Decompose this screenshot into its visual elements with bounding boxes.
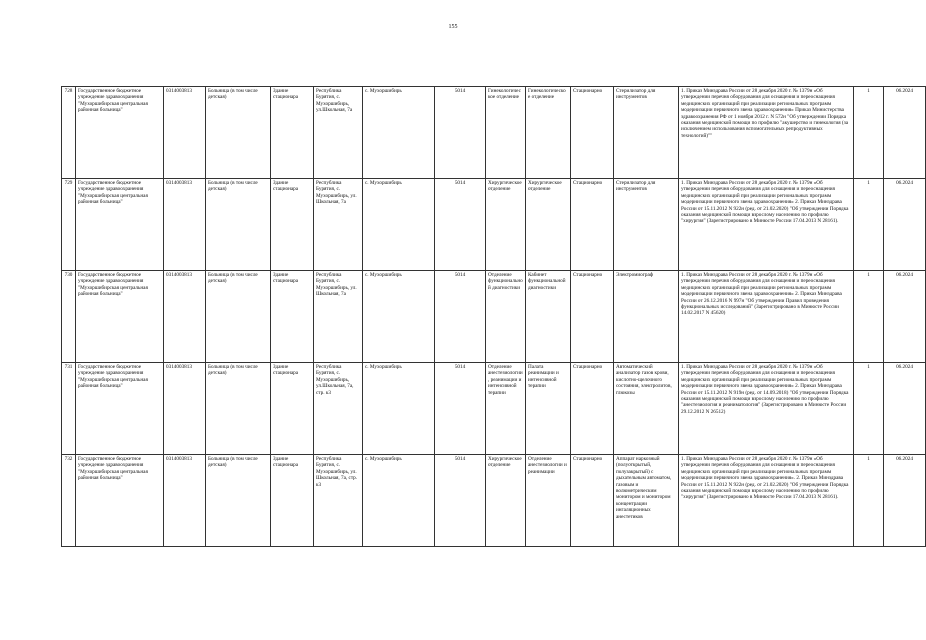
inn-code: 0314003813 — [164, 363, 206, 455]
delivery-date: 06.2024 — [884, 87, 926, 179]
organization-name: Государственное бюджетное учреждение здравоохранения "Мухоршибирская центральная районная больница" — [76, 179, 164, 271]
inn-code: 0314003813 — [164, 455, 206, 547]
locality: с. Мухоршибирь — [363, 179, 435, 271]
address: Республика Бурятия, с. Мухоршибирь, ул. Школьная, 7а — [314, 179, 363, 271]
room: Хирургическое отделение — [526, 179, 571, 271]
department: Гинекологическое отделение — [486, 87, 526, 179]
building-type: Здание стационара — [271, 455, 314, 547]
room: Кабинет функциональной диагностики — [526, 271, 571, 363]
facility-type: Больница (в том числе детская) — [206, 179, 271, 271]
equipment-name: Аппарат наркозный (полуоткрытый, полузакрытый) с дыхательным автоматом, газовым и волюметрическим монитором и монитором концентрации ингаляционных анестетиков — [614, 455, 679, 547]
quantity: 1 — [854, 87, 884, 179]
department: Хирургическое отделение — [486, 179, 526, 271]
row-number: 728 — [62, 87, 76, 179]
legal-basis: 1. Приказ Минздрава России от 28 декабря 2020 г. № 1379н «Об утверждении перечня оборудования для оснащения и переоснащения медицинских организаций при реализации региональных программ модернизации первичного звена здравоохранения» Приказ Министерства здравоохранения РФ от 1 ноября 2012 г. N 572н "Об утверждении Порядка оказания медицинской помощи по профилю "акушерство и гинекология (за исключением использования вспомогательных репродуктивных технологий)"" — [679, 87, 854, 179]
delivery-date: 06.2024 — [884, 179, 926, 271]
delivery-date: 06.2024 — [884, 271, 926, 363]
inn-code: 0314003813 — [164, 271, 206, 363]
department: Хирургическое отделение — [486, 455, 526, 547]
legal-basis: 1. Приказ Минздрава России от 28 декабря 2020 г. № 1379н «Об утверждении перечня оборудования для оснащения и переоснащения медицинских организаций при реализации региональных программ модернизации первичного звена здравоохранения» 2. Приказ Минздрава России от 26.12.2016 N 997н "Об утверждении Правил проведения функциональных исследований" (Зарегистрировано в Минюсте России 14.02.2017 N 45620) — [679, 271, 854, 363]
organization-name: Государственное бюджетное учреждение здравоохранения "Мухоршибирская центральная районная больница" — [76, 363, 164, 455]
organization-name: Государственное бюджетное учреждение здравоохранения "Мухоршибирская центральная районная больница" — [76, 271, 164, 363]
room: Отделение анестезиологии и реанимации — [526, 455, 571, 547]
equipment-name: Стерилизатор для инструментов — [614, 179, 679, 271]
equipment-name: Автоматический анализатор газов крови, кислотно-щелочного состояния, электролитов, глюкозы — [614, 363, 679, 455]
okato-code: 5014 — [435, 179, 486, 271]
table-row — [62, 179, 926, 271]
care-conditions: Стационарно — [571, 179, 614, 271]
room: Гинекологическое отделение — [526, 87, 571, 179]
table-row — [62, 363, 926, 455]
legal-basis: 1. Приказ Минздрава России от 28 декабря 2020 г. № 1379н «Об утверждении перечня оборудования для оснащения и переоснащения медицинских организаций при реализации региональных программ модернизации первичного звена здравоохранения» 2. Приказ Минздрава России от 15.11.2012 N 922н (ред. от 21.02.2020) "Об утверждении Порядка оказания медицинской помощи взрослому населению по профилю "хирургия" (Зарегистрировано в Минюсте России 17.04.2013 N 28161). — [679, 179, 854, 271]
address: Республика Бурятия, с. Мухоршибирь, ул.Школьная, 7а, стр. к3 — [314, 363, 363, 455]
inn-code: 0314003813 — [164, 87, 206, 179]
equipment-name: Электромиограф — [614, 271, 679, 363]
facility-type: Больница (в том числе детская) — [206, 455, 271, 547]
care-conditions: Стационарно — [571, 271, 614, 363]
row-number: 731 — [62, 363, 76, 455]
care-conditions: Стационарно — [571, 363, 614, 455]
row-number: 729 — [62, 179, 76, 271]
equipment-name: Стерилизатор для инструментов — [614, 87, 679, 179]
organization-name: Государственное бюджетное учреждение здравоохранения "Мухоршибирская центральная районная больница" — [76, 87, 164, 179]
address: Республика Бурятия, с. Мухоршибирь, ул. Школьная, 7а — [314, 271, 363, 363]
locality: с. Мухоршибирь — [363, 455, 435, 547]
okato-code: 5014 — [435, 363, 486, 455]
delivery-date: 06.2024 — [884, 363, 926, 455]
quantity: 1 — [854, 179, 884, 271]
address: Республика Бурятия, с. Мухоршибирь, ул.Школьная, 7а — [314, 87, 363, 179]
care-conditions: Стационарно — [571, 455, 614, 547]
facility-type: Больница (в том числе детская) — [206, 271, 271, 363]
building-type: Здание стационара — [271, 363, 314, 455]
equipment-table — [61, 86, 926, 547]
building-type: Здание стационара — [271, 179, 314, 271]
quantity: 1 — [854, 363, 884, 455]
building-type: Здание стационара — [271, 271, 314, 363]
building-type: Здание стационара — [271, 87, 314, 179]
row-number: 732 — [62, 455, 76, 547]
address: Республика Бурятия, с. Мухоршибирь, ул. Школьная, 7а, стр. к3 — [314, 455, 363, 547]
okato-code: 5014 — [435, 455, 486, 547]
locality: с. Мухоршибирь — [363, 363, 435, 455]
okato-code: 5014 — [435, 87, 486, 179]
locality: с. Мухоршибирь — [363, 271, 435, 363]
table-row — [62, 455, 926, 547]
row-number: 730 — [62, 271, 76, 363]
facility-type: Больница (в том числе детская) — [206, 87, 271, 179]
legal-basis: 1. Приказ Минздрава России от 28 декабря 2020 г. № 1379н «Об утверждении перечня оборудования для оснащения и переоснащения медицинских организаций при реализации региональных программ модернизации первичного звена здравоохранения» 2. Приказ Минздрава России от 15.11.2012 N 919н (ред. от 14.09.2018) "Об утверждении Порядка оказания медицинской помощи взрослому населению по профилю "анестезиология и реаниматология" (Зарегистрировано в Минюсте России 29.12.2012 N 26512) — [679, 363, 854, 455]
facility-type: Больница (в том числе детская) — [206, 363, 271, 455]
legal-basis: 1. Приказ Минздрава России от 28 декабря 2020 г. № 1379н «Об утверждении перечня оборудования для оснащения и переоснащения медицинских организаций при реализации региональных программ модернизации первичного звена здравоохранения». 2. Приказ Минздрава России от 15.11.2012 N 922н (ред. от 21.02.2020) "Об утверждении Порядка оказания медицинской помощи взрослому населению по профилю "хирургия" (Зарегистрировано в Минюсте России 17.04.2013 N 28161). — [679, 455, 854, 547]
page-number: 155 — [448, 24, 458, 30]
department: Отделение функциональной диагностики — [486, 271, 526, 363]
care-conditions: Стационарно — [571, 87, 614, 179]
locality: с. Мухоршибирь — [363, 87, 435, 179]
table-row — [62, 87, 926, 179]
okato-code: 5014 — [435, 271, 486, 363]
delivery-date: 06.2024 — [884, 455, 926, 547]
quantity: 1 — [854, 271, 884, 363]
table-row — [62, 271, 926, 363]
quantity: 1 — [854, 455, 884, 547]
department: Отделение анестезиологии, реанимации и интенсивной терапии — [486, 363, 526, 455]
inn-code: 0314003813 — [164, 179, 206, 271]
organization-name: Государственное бюджетное учреждение здравоохранения "Мухоршибирская центральная районная больница" — [76, 455, 164, 547]
room: Палата реанимации и интенсивной терапии — [526, 363, 571, 455]
